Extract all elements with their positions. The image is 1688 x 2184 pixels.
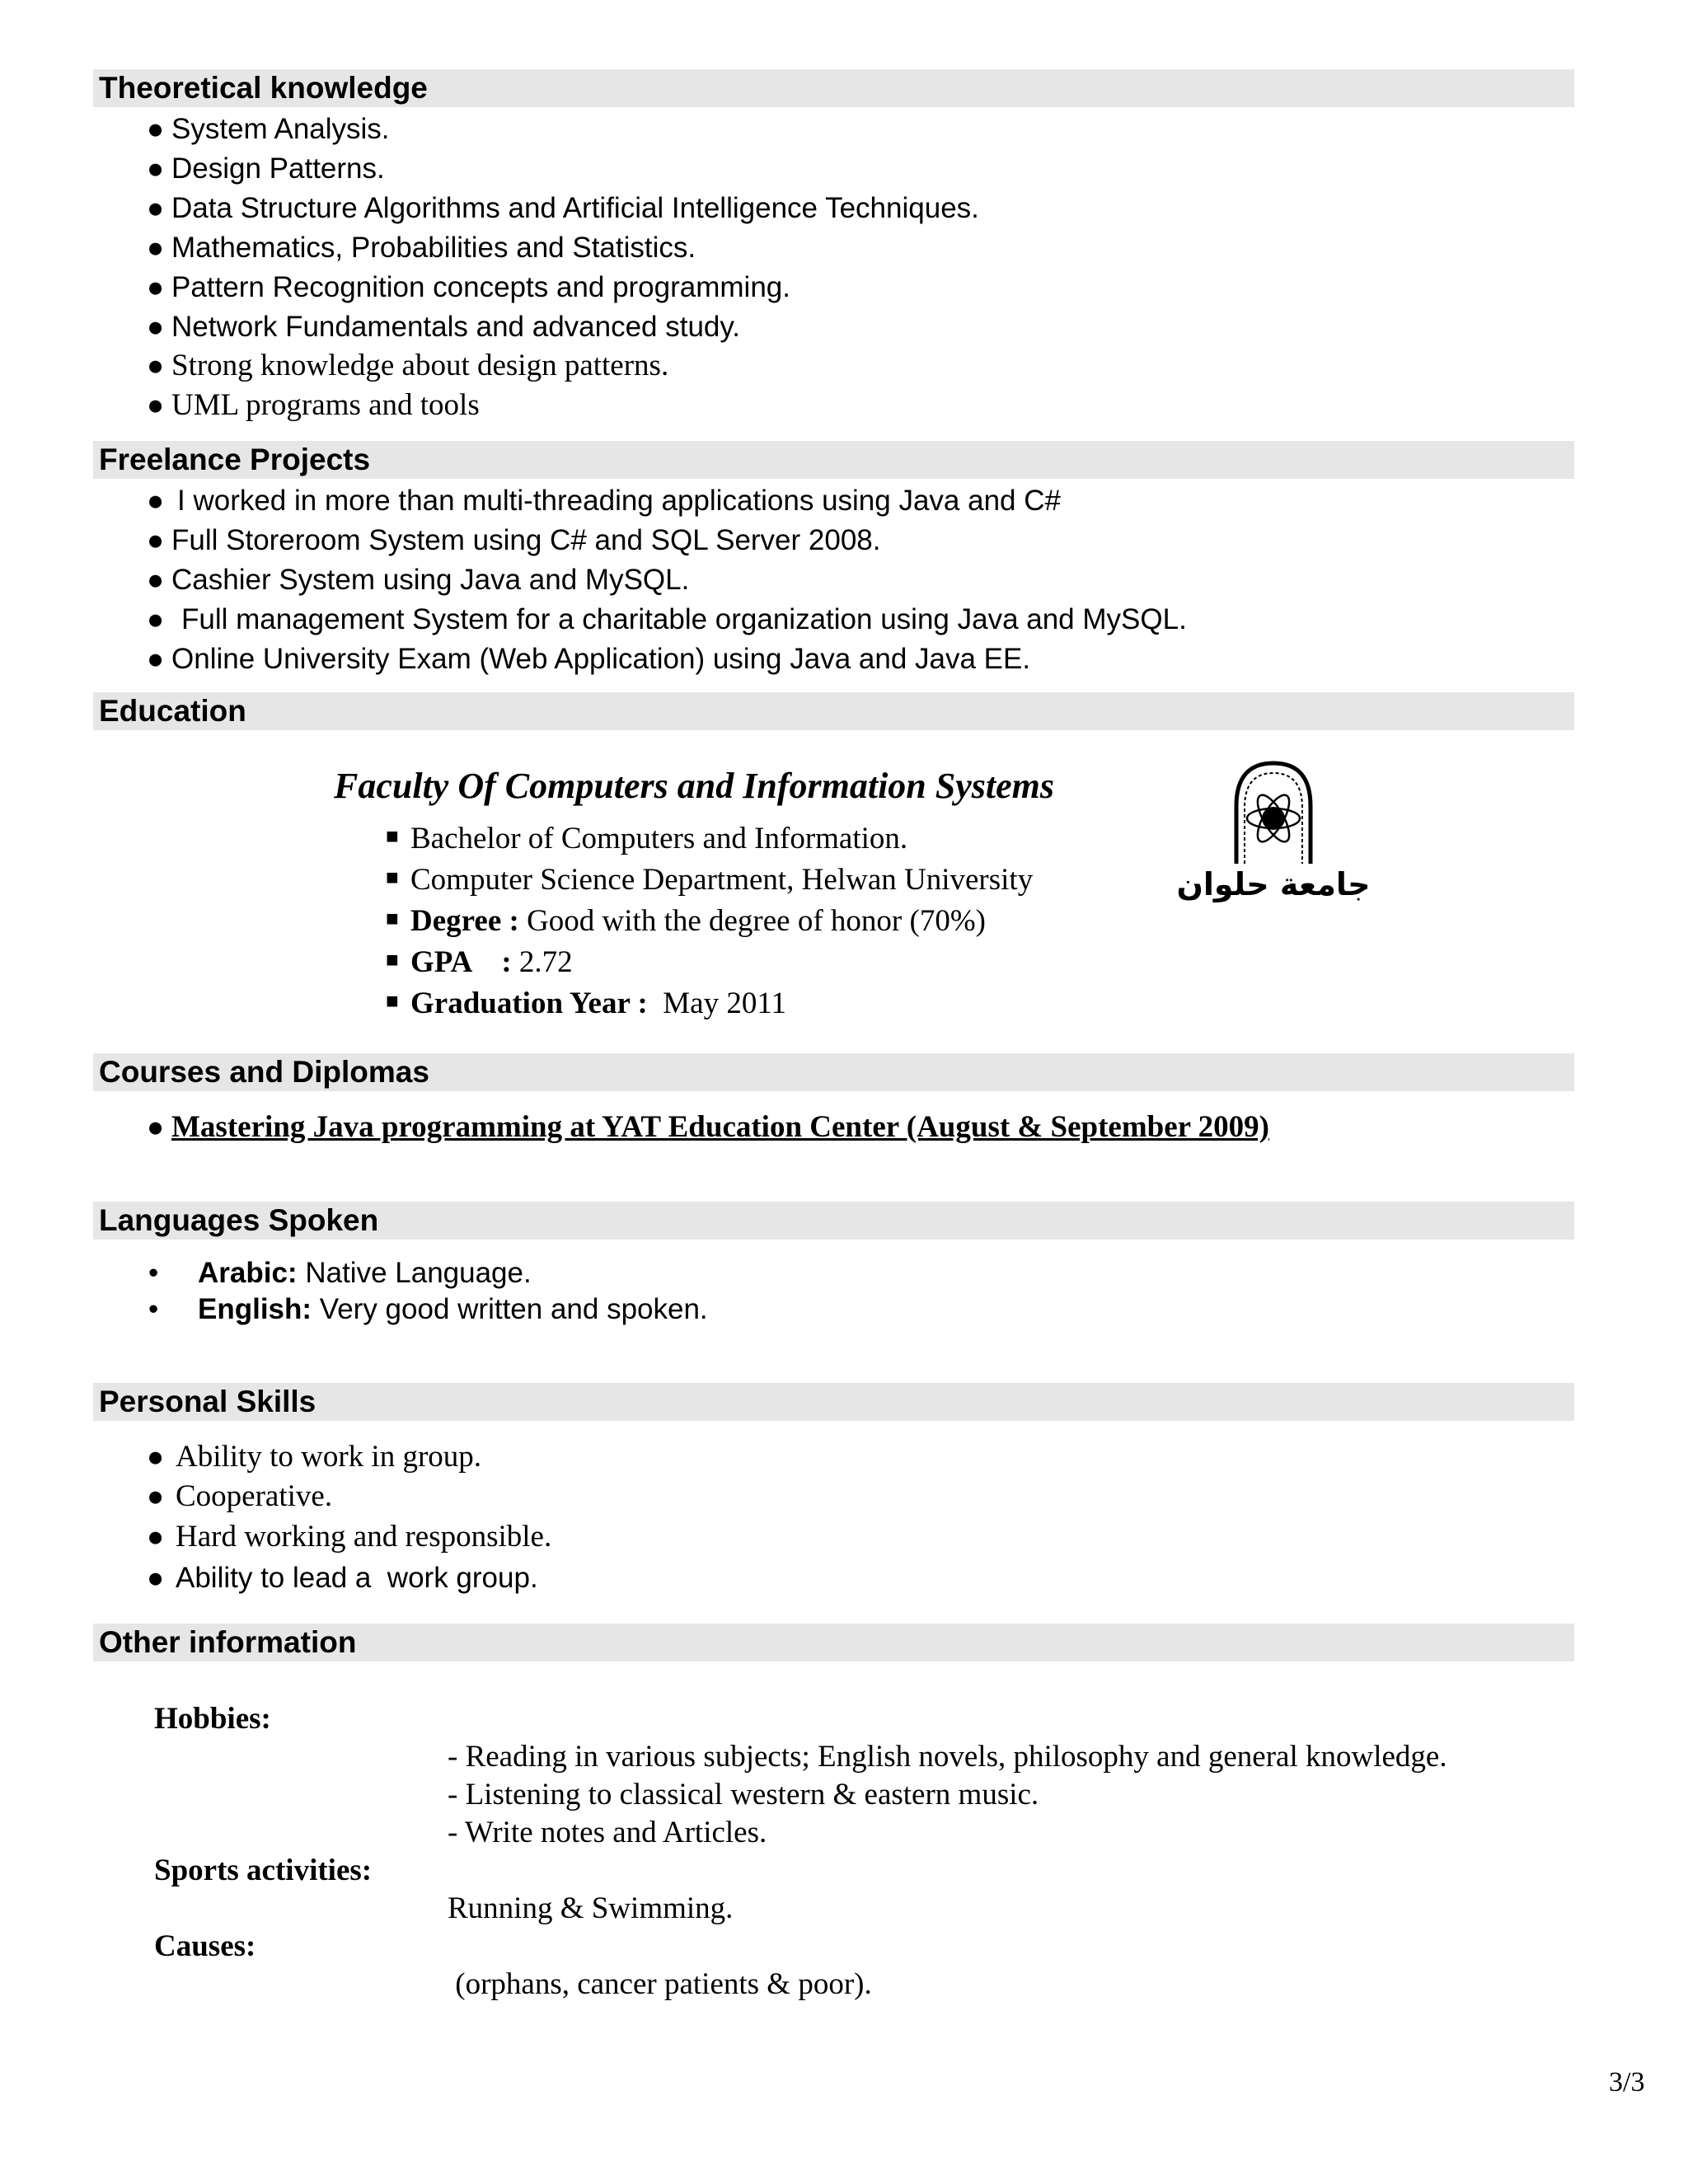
page-number: 3/3	[1609, 2067, 1645, 2097]
list-item: ■ Computer Science Department, Helwan University	[386, 863, 1034, 897]
list-item: ● Mastering Java programming at YAT Education Center (August & September 2009)	[147, 1110, 1269, 1144]
list-item: ● Data Structure Algorithms and Artificial Intelligence Techniques.	[147, 192, 979, 224]
list-item: ● Design Patterns.	[147, 152, 385, 185]
section-header-languages: Languages Spoken	[93, 1202, 1574, 1240]
list-item: ● Online University Exam (Web Application) using Java and Java EE.	[147, 643, 1031, 675]
list-item: ● Network Fundamentals and advanced study.	[147, 311, 741, 343]
sports-value: Running & Swimming.	[448, 1891, 734, 1925]
logo-text: جامعة حلوان	[1176, 866, 1371, 902]
section-header-personal: Personal Skills	[93, 1383, 1574, 1421]
sports-label: Sports activities:	[154, 1854, 373, 1887]
causes-value: (orphans, cancer patients & poor).	[448, 1967, 872, 2001]
list-item: ● Cooperative.	[147, 1479, 333, 1513]
list-item: ■ Degree : Good with the degree of honor (70%)	[386, 904, 986, 938]
hobby-item: - Listening to classical western & eastern music.	[448, 1778, 1039, 1811]
causes-label: Causes:	[154, 1929, 256, 1963]
list-item: • Arabic: Native Language.	[148, 1257, 532, 1289]
faculty-title: Faculty Of Computers and Information Systems	[334, 766, 1055, 806]
section-header-theoretical: Theoretical knowledge	[93, 69, 1574, 107]
list-item: ● Hard working and responsible.	[147, 1520, 552, 1554]
section-header-education: Education	[93, 692, 1574, 730]
section-header-other: Other information	[93, 1624, 1574, 1661]
hobbies-label: Hobbies:	[154, 1702, 271, 1736]
list-item: ■ GPA : 2.72	[386, 945, 573, 979]
section-header-courses: Courses and Diplomas	[93, 1053, 1574, 1091]
list-item: ● Pattern Recognition concepts and programming.	[147, 271, 790, 303]
list-item: • English: Very good written and spoken.	[148, 1293, 708, 1325]
hobby-item: - Reading in various subjects; English novels, philosophy and general knowledge.	[448, 1740, 1447, 1774]
list-item: ● Mathematics, Probabilities and Statistics.	[147, 232, 696, 264]
list-item: ● Ability to work in group.	[147, 1440, 482, 1474]
list-item: ● UML programs and tools	[147, 388, 480, 422]
university-logo	[1176, 757, 1371, 913]
list-item: ● System Analysis.	[147, 113, 390, 145]
hobby-item: - Write notes and Articles.	[448, 1816, 767, 1849]
list-item: ● Cashier System using Java and MySQL.	[147, 564, 690, 596]
list-item: ● I worked in more than multi-threading applications using Java and C#	[147, 485, 1061, 517]
list-item: ■ Graduation Year : May 2011	[386, 987, 786, 1020]
list-item: ■ Bachelor of Computers and Information.	[386, 822, 908, 855]
list-item: ● Strong knowledge about design patterns.	[147, 349, 669, 382]
list-item: ● Ability to lead a work group.	[147, 1562, 538, 1594]
list-item: ● Full management System for a charitable organization using Java and MySQL.	[147, 603, 1187, 635]
section-header-freelance: Freelance Projects	[93, 441, 1574, 479]
list-item: ● Full Storeroom System using C# and SQL Server 2008.	[147, 524, 881, 556]
